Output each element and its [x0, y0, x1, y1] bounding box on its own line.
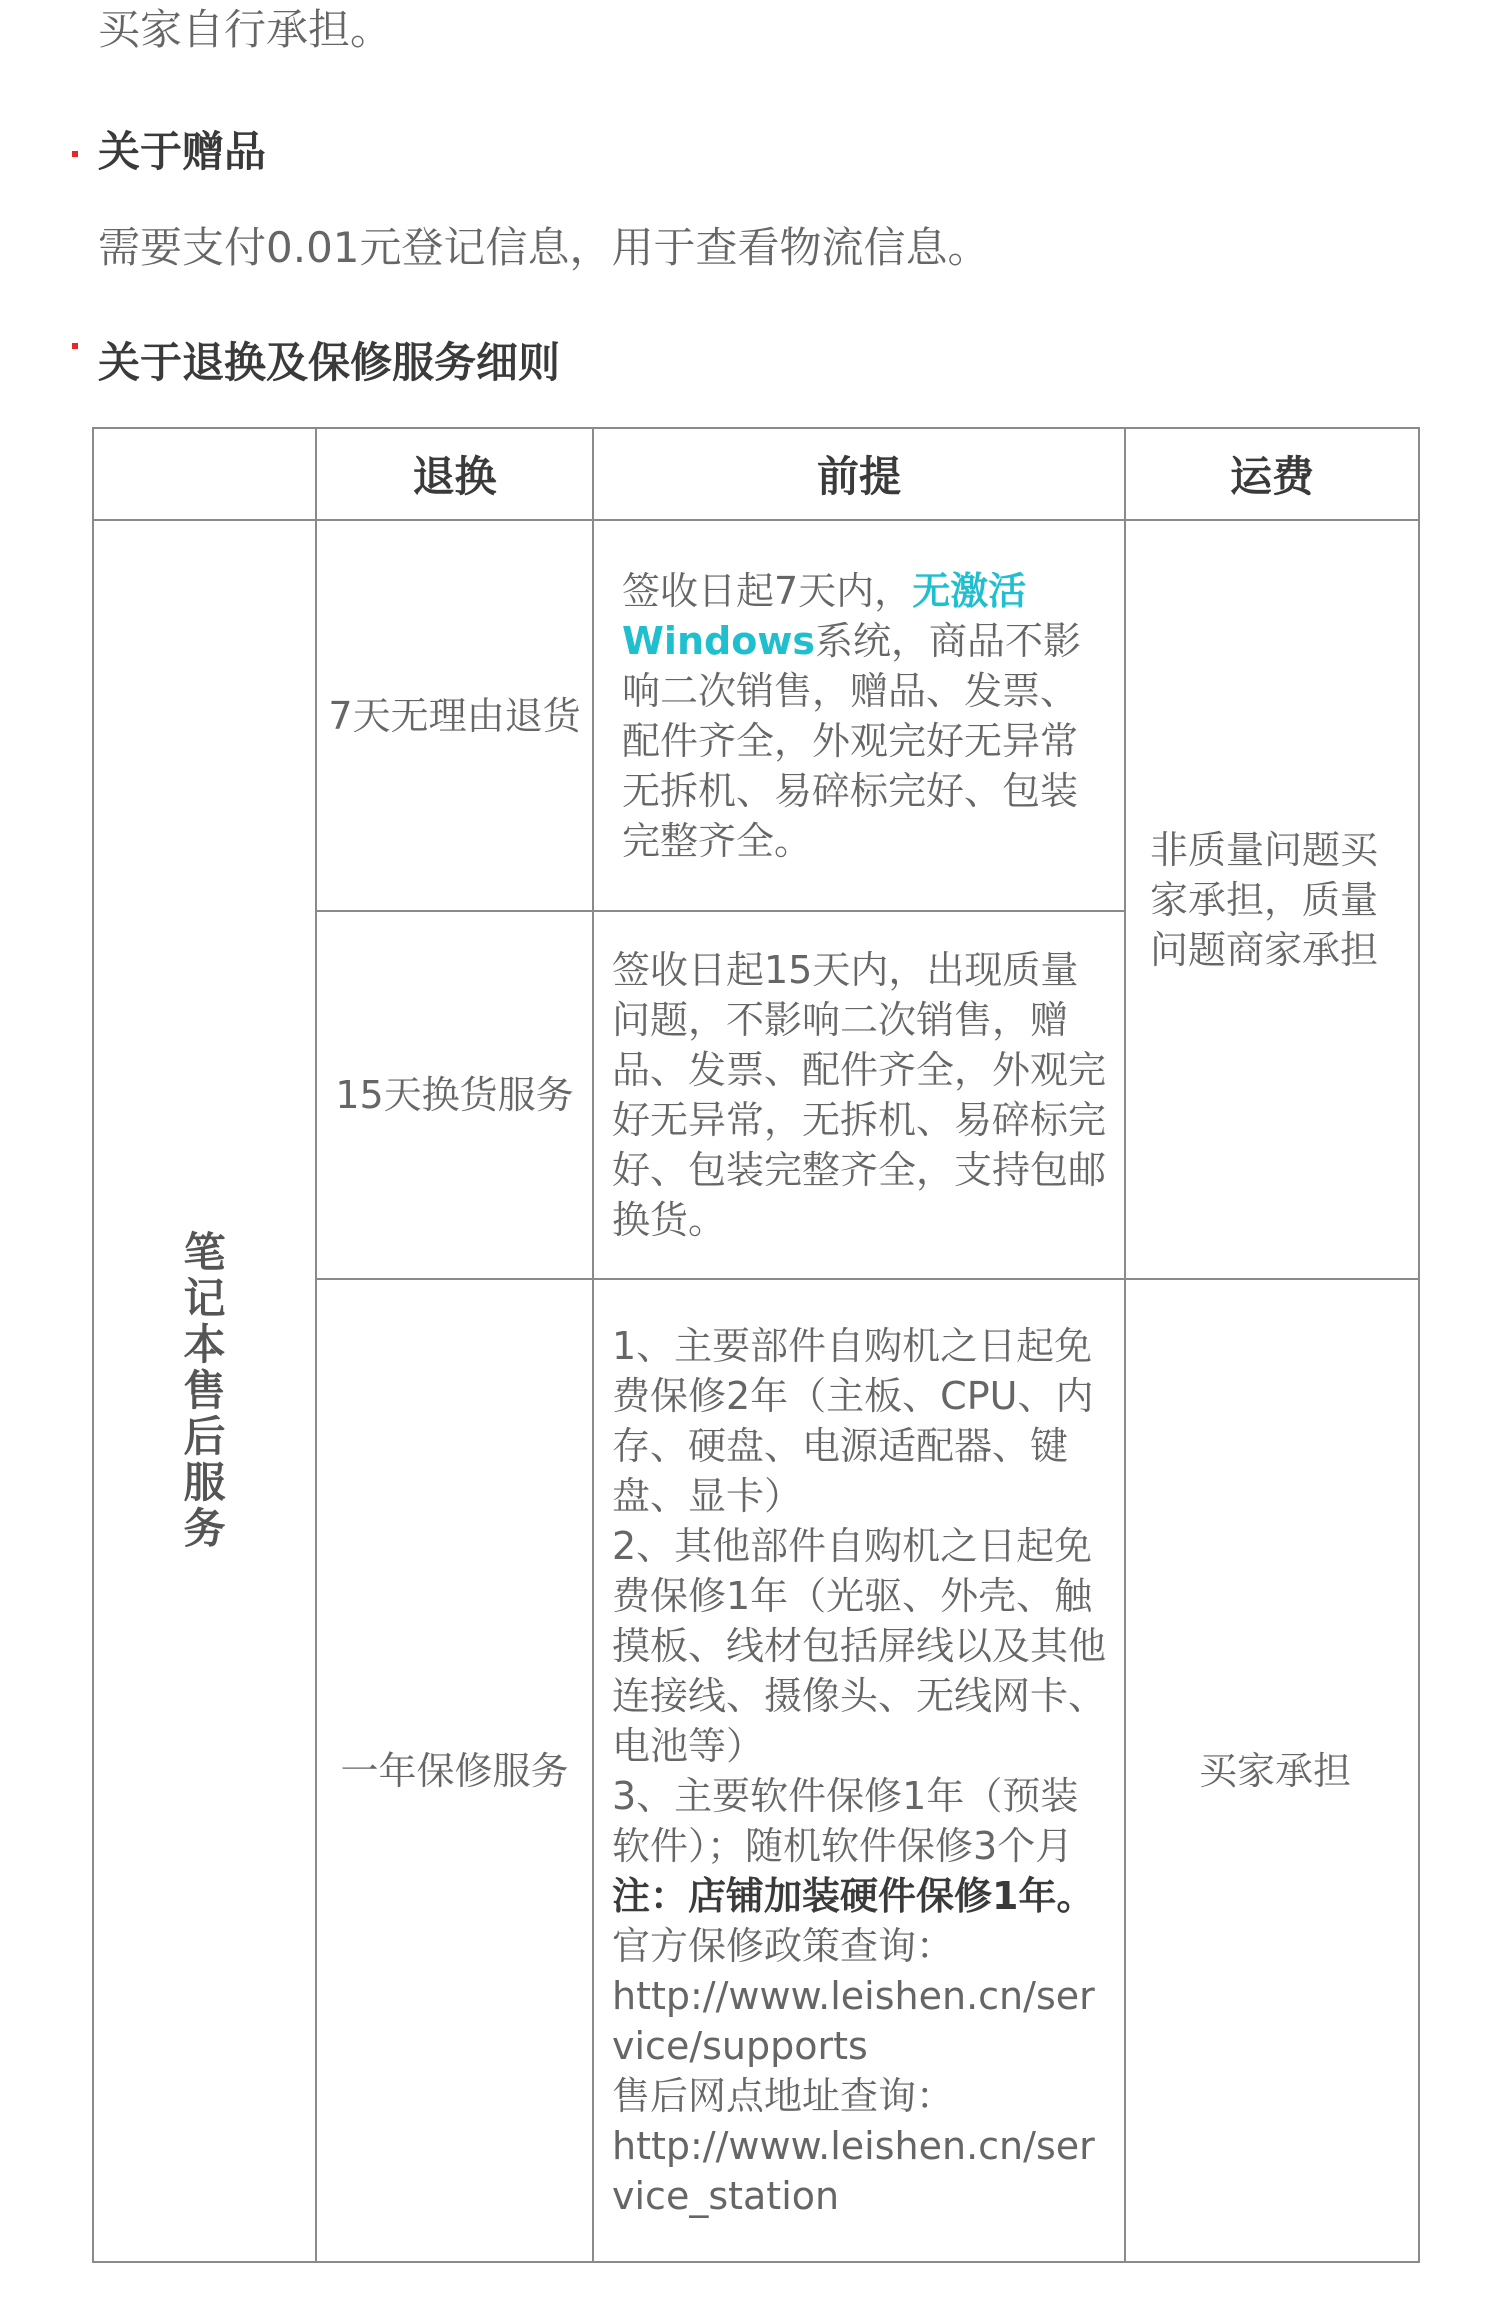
- bullet-icon: [72, 151, 78, 157]
- policy-link[interactable]: http://www.leishen.cn/service/supports: [612, 1973, 1095, 2068]
- gift-heading: 关于赠品: [98, 127, 267, 176]
- group-label: 笔 记 本 售 后 服 务: [93, 520, 316, 2262]
- highlight-text: 无激活Windows: [622, 568, 1027, 663]
- premise-warranty: 1、主要部件自购机之日起免费保修2年（主板、CPU、内存、硬盘、电源适配器、键盘、显卡） 2、其他部件自购机之日起免费保修1年（光驱、外壳、触摸板、线材包括屏线以及其他连接线、摄像头、无线网卡、电池等） 3、主要软件保修1年（预装软件）；随机软件保修3个月 注：店铺加装硬件保修1年。 官方保修政策查询： http://www.leishen.cn/service/supports 售后网点地址查询： http://www.leishen.cn/service_station: [593, 1279, 1125, 2262]
- return-type-warranty: 一年保修服务: [316, 1279, 593, 2262]
- table-header-row: [93, 428, 1419, 520]
- gift-text: 需要支付0.01元登记信息，用于查看物流信息。: [98, 223, 990, 272]
- fee-shared: 非质量问题买家承担，质量问题商家承担: [1125, 520, 1419, 1279]
- rules-heading: 关于退换及保修服务细则: [98, 338, 561, 387]
- return-type-7day: 7天无理由退货: [316, 520, 593, 911]
- bullet-icon: [72, 343, 78, 349]
- premise-15day: 签收日起15天内，出现质量问题，不影响二次销售，赠品、发票、配件齐全，外观完好无异常，无拆机、易碎标完好、包装完整齐全，支持包邮换货。: [593, 911, 1125, 1279]
- header-fee: 运费: [1125, 428, 1419, 520]
- table-row: [93, 520, 1419, 911]
- service-rules-table: [92, 427, 1420, 2263]
- header-type: 退换: [316, 428, 593, 520]
- header-empty: [93, 428, 316, 520]
- header-premise: 前提: [593, 428, 1125, 520]
- warranty-note: 注：店铺加装硬件保修1年。: [612, 1873, 1095, 1918]
- fee-warranty: 买家承担: [1125, 1279, 1419, 2262]
- premise-7day: 签收日起7天内，无激活Windows系统，商品不影响二次销售，赠品、发票、配件齐全，外观完好无异常无拆机、易碎标完好、包装完整齐全。: [593, 520, 1125, 911]
- return-type-15day: 15天换货服务: [316, 911, 593, 1279]
- station-link[interactable]: http://www.leishen.cn/service_station: [612, 2123, 1095, 2218]
- intro-text: 买家自行承担。: [98, 5, 393, 54]
